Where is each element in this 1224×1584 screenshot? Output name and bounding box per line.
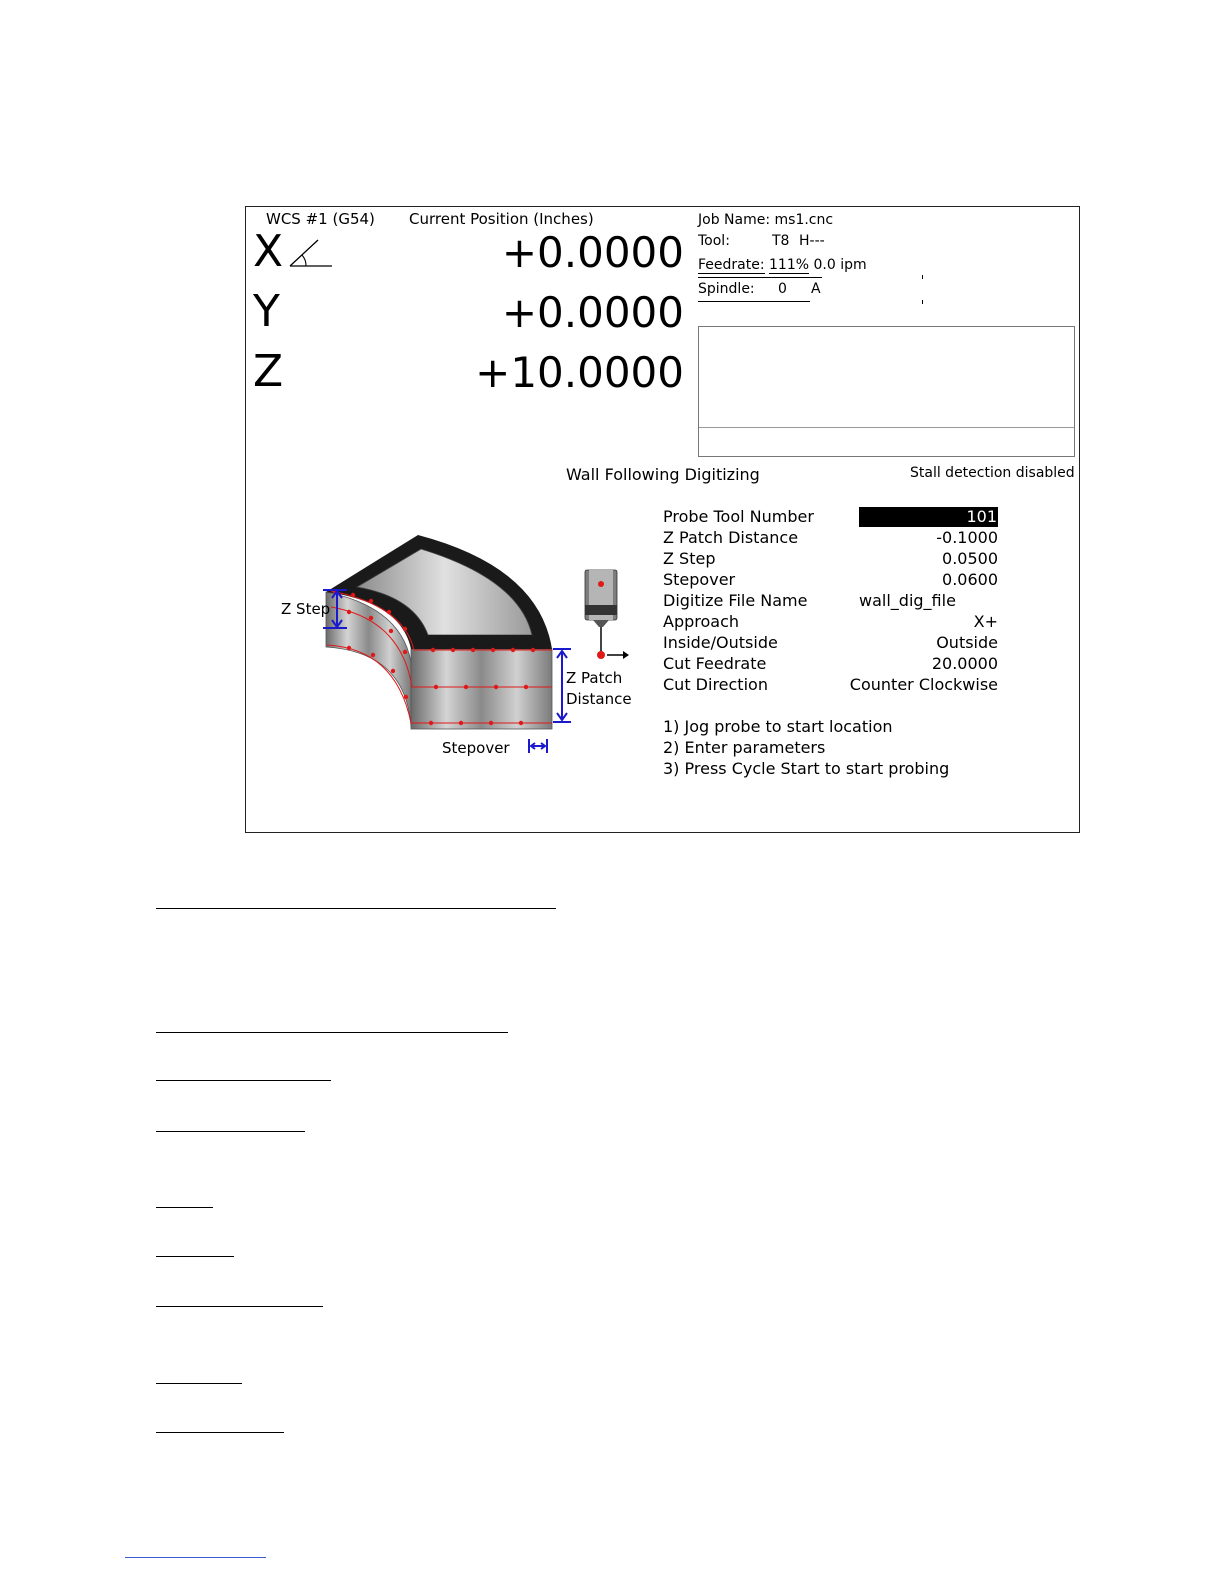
probe-point	[369, 599, 373, 603]
param-label-z-step: Z Step	[663, 549, 716, 568]
z-patch-label-line2: Distance	[566, 690, 632, 708]
probe-point	[491, 648, 495, 652]
message-box-divider	[699, 427, 1074, 428]
instruction-step-3: 3) Press Cycle Start to start probing	[663, 759, 950, 778]
param-input-approach[interactable]: X+	[973, 612, 998, 631]
probe-point	[403, 650, 407, 654]
inner-rim	[428, 635, 532, 639]
probe-point	[404, 695, 408, 699]
term-underline	[156, 1306, 323, 1307]
probe-point	[369, 616, 373, 620]
angle-icon	[288, 237, 334, 269]
feedrate-row	[698, 257, 867, 273]
link-underline[interactable]	[125, 1557, 266, 1558]
flat-wall	[411, 649, 552, 729]
term-underline	[156, 1207, 213, 1208]
h-offset-value: H---	[799, 233, 825, 249]
wcs-label: WCS #1 (G54)	[266, 210, 375, 228]
term-underline	[156, 1383, 242, 1384]
probe-point	[371, 653, 375, 657]
param-input-cut-feedrate[interactable]: 20.0000	[931, 654, 998, 673]
probe-point	[347, 610, 351, 614]
probe-point	[347, 646, 351, 650]
z-patch-label	[566, 668, 632, 710]
wall-diagram	[271, 527, 651, 762]
axis-y-letter: Y	[253, 286, 280, 337]
heading-underline	[156, 908, 556, 909]
position-label: Current Position (Inches)	[409, 210, 594, 228]
feedrate-underline	[698, 277, 822, 278]
tick-mark	[922, 275, 923, 279]
probe-point	[451, 648, 455, 652]
param-label-file-name: Digitize File Name	[663, 591, 808, 610]
term-underline	[156, 1131, 305, 1132]
stepover-label: Stepover	[442, 739, 510, 757]
axis-x-value: +0.0000	[501, 228, 684, 277]
job-name-label: Job Name:	[698, 212, 771, 228]
spindle-unit: A	[811, 281, 821, 297]
axis-x-letter: X	[253, 226, 284, 277]
job-name-row	[698, 212, 833, 228]
param-label-stepover: Stepover	[663, 570, 736, 589]
param-input-inside-outside[interactable]: Outside	[936, 633, 998, 652]
spindle-label: Spindle:	[698, 281, 755, 297]
term-underline	[156, 1256, 234, 1257]
spindle-value: 0	[778, 281, 787, 297]
probe-icon	[585, 570, 629, 659]
z-step-label: Z Step	[281, 600, 331, 618]
probe-point	[531, 648, 535, 652]
probe-point	[403, 627, 407, 631]
feedrate-value: 0.0 ipm	[813, 257, 867, 273]
param-label-z-patch: Z Patch Distance	[663, 528, 799, 547]
digitizing-screen	[245, 206, 1080, 833]
param-input-file-name[interactable]: wall_dig_file	[859, 591, 956, 610]
message-box	[698, 326, 1075, 457]
probe-point	[471, 648, 475, 652]
probe-point	[429, 721, 433, 725]
param-input-stepover[interactable]: 0.0600	[942, 570, 998, 589]
instruction-step-2: 2) Enter parameters	[663, 738, 826, 757]
feedrate-label: Feedrate:	[698, 257, 765, 273]
probe-point	[524, 685, 528, 689]
stall-status: Stall detection disabled	[910, 465, 1075, 481]
probe-point	[434, 685, 438, 689]
param-input-z-patch[interactable]: -0.1000	[936, 528, 998, 547]
term-underline	[156, 1432, 284, 1433]
probe-point	[464, 685, 468, 689]
probe-point	[389, 629, 393, 633]
probe-point	[489, 721, 493, 725]
probe-point	[387, 610, 391, 614]
tick-mark	[922, 300, 923, 304]
heading-underline	[156, 1032, 508, 1033]
feedrate-percent: 111%	[769, 257, 810, 273]
param-label-inside-outside: Inside/Outside	[663, 633, 778, 652]
axis-y-value: +0.0000	[501, 288, 684, 337]
stepover-dimension	[529, 739, 547, 753]
param-label-cut-direction: Cut Direction	[663, 675, 768, 694]
spindle-underline	[698, 301, 810, 302]
param-input-cut-direction[interactable]: Counter Clockwise	[849, 675, 998, 694]
screen-title: Wall Following Digitizing	[566, 465, 760, 484]
tool-label: Tool:	[698, 233, 730, 249]
probe-point	[494, 685, 498, 689]
param-input-probe-tool[interactable]: 101	[859, 507, 998, 527]
param-label-cut-feedrate: Cut Feedrate	[663, 654, 767, 673]
z-patch-label-line1: Z Patch	[566, 669, 623, 687]
axis-z-letter: Z	[253, 346, 284, 397]
param-label-probe-tool: Probe Tool Number	[663, 507, 814, 526]
axis-z-value: +10.0000	[475, 348, 684, 397]
probe-point	[431, 648, 435, 652]
job-name-value: ms1.cnc	[774, 212, 834, 228]
param-input-z-step[interactable]: 0.0500	[942, 549, 998, 568]
probe-point	[351, 593, 355, 597]
probe-point	[391, 669, 395, 673]
probe-point	[511, 648, 515, 652]
tool-value: T8	[772, 233, 790, 249]
param-label-approach: Approach	[663, 612, 740, 631]
term-underline	[156, 1080, 331, 1081]
probe-point	[519, 721, 523, 725]
instruction-step-1: 1) Jog probe to start location	[663, 717, 893, 736]
probe-point	[459, 721, 463, 725]
